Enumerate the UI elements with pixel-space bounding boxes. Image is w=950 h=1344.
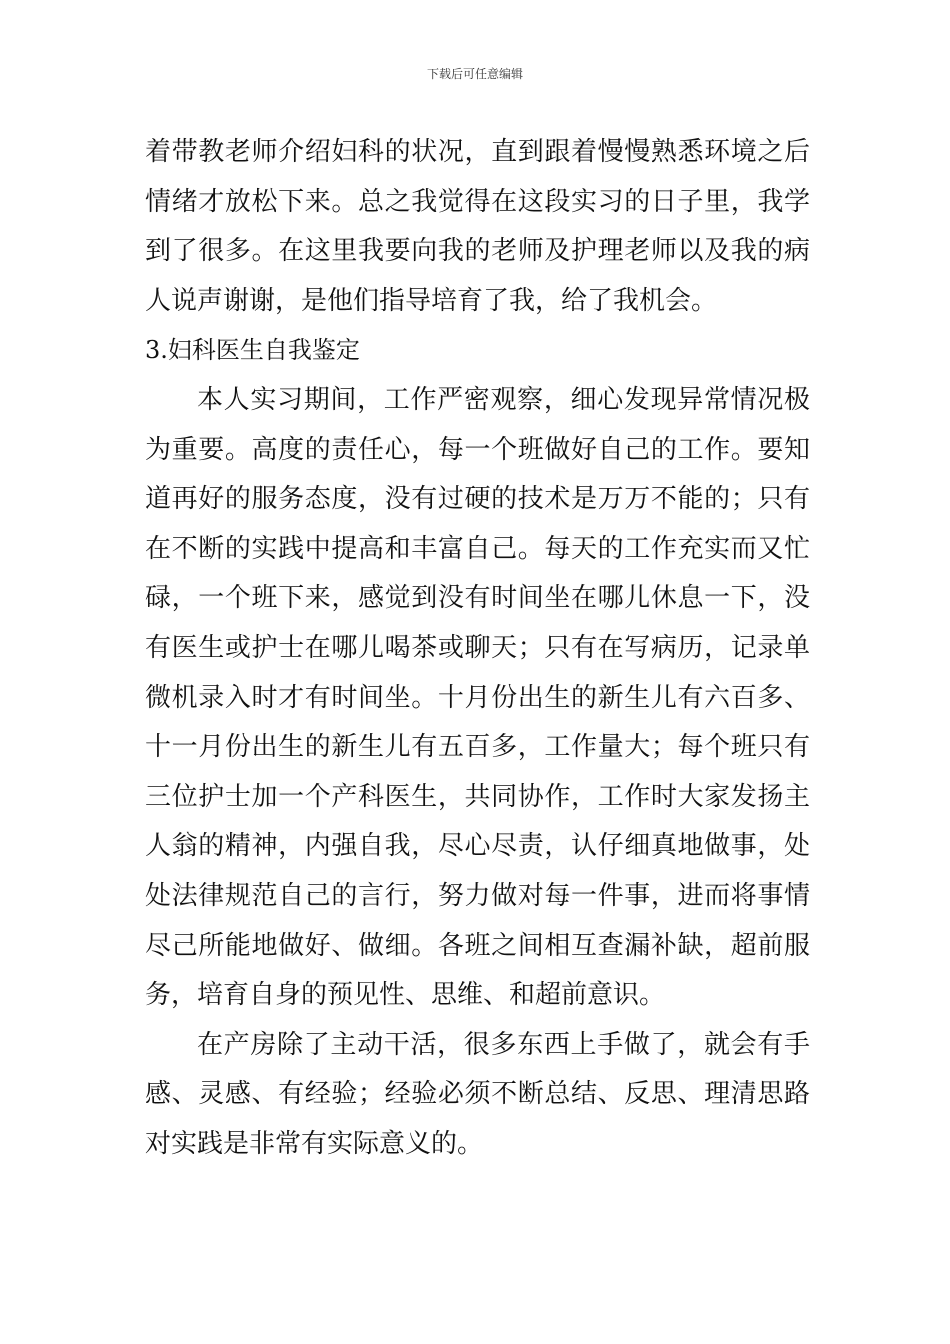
body-paragraph-1: 本人实习期间，工作严密观察，细心发现异常情况极为重要。高度的责任心，每一个班做好自己的工作。要知道再好的服务态度，没有过硬的技术是万万不能的；只有在不断的实践中提高和丰富自己。每天的工作充实而又忙碌，一个班下来，感觉到没有时间坐在哪儿休息一下，没有医生或护士在哪儿喝茶或聊天；只有在写病历，记录单微机录入时才有时间坐。十月份出生的新生儿有六百多、十一月份出生的新生儿有五百多，工作量大；每个班只有三位护士加一个产科医生，共同协作，工作时大家发扬主人翁的精神，内强自我，尽心尽责，认仔细真地做事，处处法律规范自己的言行，努力做对每一件事，进而将事情尽己所能地做好、做细。各班之间相互查漏补缺，超前服务，培育自身的预见性、思维、和超前意识。 (145, 384, 810, 1011)
page-header-note: 下载后可任意编辑 (426, 67, 523, 81)
continuation-paragraph: 着带教老师介绍妇科的状况，直到跟着慢慢熟悉环境之后情绪才放松下来。总之我觉得在这段实习的日子里，我学到了很多。在这里我要向我的老师及护理老师以及我的病人说声谢谢，是他们指导培育了我，给了我机会。 (145, 137, 810, 316)
section-heading: 3.妇科医生自我鉴定 (145, 336, 360, 365)
body-paragraph-2: 在产房除了主动干活，很多东西上手做了，就会有手感、灵感、有经验；经验必须不断总结、反思、理清思路对实践是非常有实际意义的。 (145, 1029, 810, 1159)
document-body (145, 128, 810, 1169)
